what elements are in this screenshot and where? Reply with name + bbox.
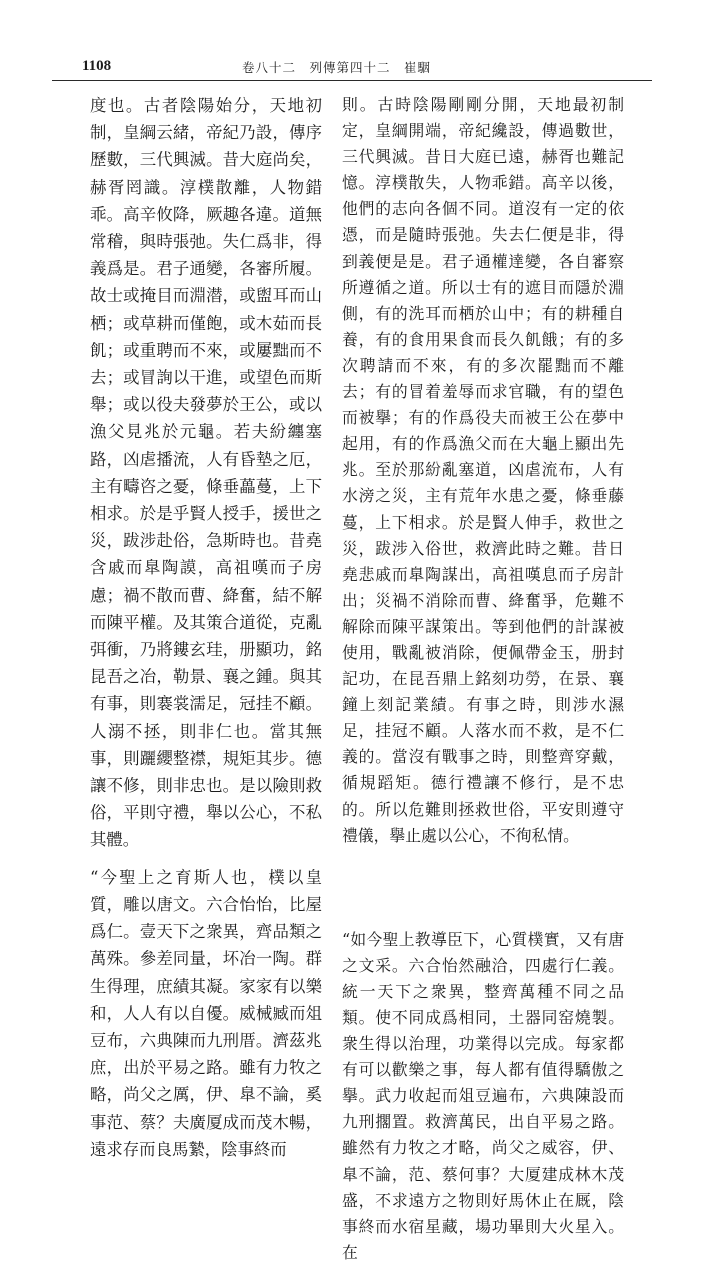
original-paragraph: “今聖上之育斯人也，樸以皇質，雕以唐文。六合怡怡，比屋爲仁。壹天下之衆異，齊品類之萬殊。參差同量，坏冶一陶。群生得理，庶績其凝。家家有以樂和，人人有以自優。威械臧而俎豆布，六典陳而九刑厝。濟茲兆庶，出於平易之路。雖有力牧之略，尚父之厲，伊、臯不論，奚事范、蔡？夫廣厦成而茂木暢，遠求存而良馬縶，陰事終而 (90, 867, 322, 1159)
translation-paragraph: “如今聖上教導臣下，心質樸實，又有唐之文采。六合怡然融洽，四處行仁義。統一天下之衆異，整齊萬種不同之品類。使不同成爲相同，土器同窑燒製。衆生得以治理，功業得以完成。每家都有可以歡樂之事，每人都有值得驕傲之擧。武力收起而俎豆遍布，六典陳設而九刑擱置。救濟萬民，出自平易之路。雖然有力牧之才略，尚父之威容，伊、臯不論，范、蔡何事？大厦建成林木茂盛，不求遠方之物則好馬休止在厩，陰事終而水宿星藏，場功畢則大火星入。在 (342, 929, 624, 1262)
header-rule (52, 80, 652, 81)
page-header (52, 52, 652, 78)
translation-paragraph: 則。古時陰陽剛剛分開，天地最初制定，皇綱開端，帝紀纔設，傳過數世，三代興滅。昔日大庭已遠，赫胥也難記憶。淳樸散失，人物乖錯。高辛以後，他們的志向各個不同。道沒有一定的依憑，而是隨時張弛。失去仁便是非，得到義便是是。君子通權達變，各自審察所遵循之道。所以士有的遮目而隱於淵側，有的洗耳而栖於山中；有的耕種自養，有的食用果食而長久飢餓；有的多次聘請而不來，有的多次罷黜而不離去；有的冒着羞辱而求官職，有的望色而被擧；有的作爲役夫而被王公在夢中起用，有的作爲漁父而在大龜上顯出先兆。至於那紛亂塞道，凶虐流布，人有水滂之災，主有荒年水患之憂，條垂藤蔓，上下相求。於是賢人伸手，救世之災，跋涉入俗世，救濟此時之難。昔日堯悲戚而臯陶謀出，高祖嘆息而子房計出；災禍不消除而曹、絳奮爭，危難不解除而陳平謀策出。等到他們的計謀被使用，戰亂被消除，便佩帶金玉，册封記功，在昆吾鼎上銘刻功勞，在景、襄鐘上刻記業績。有事之時，則涉水濕足，挂冠不顧。人落水而不救，是不仁義的。當沒有戰事之時，則整齊穿戴，循規蹈矩。德行禮讓不修行，是不忠的。所以危難則拯救世俗，平安則遵守禮儀，擧止處以公心，不徇私情。 (342, 95, 624, 845)
original-text-column (90, 92, 322, 1163)
original-paragraph: 度也。古者陰陽始分，天地初制，皇綱云緒，帝紀乃設，傳序歷數，三代興滅。昔大庭尚矣，赫胥罔識。淳樸散離，人物錯乖。高辛攸降，厥趣各違。道無常稽，與時張弛。失仁爲非，得義爲是。君子通變，各審所履。故士或掩目而淵潜，或盥耳而山栖；或草耕而僅飽，或木茹而長飢；或重聘而不來，或屢黜而不去；或冒詢以干進，或望色而斯舉；或以役夫發夢於王公，或以漁父見兆於元龜。若夫紛纏塞路，凶虐播流，人有昏墊之厄，主有疇咨之憂，條垂藟蔓，上下相求。於是乎賢人授手，援世之災，跋涉赴俗，急斯時也。昔堯含戚而臯陶謨，高祖嘆而子房慮；禍不散而曹、絳奮，結不解而陳平權。及其策合道從，克亂弭衝，乃將鏤玄珪，册顯功，銘昆吾之冶，勒景、襄之鍾。與其有事，則褰裳濡足，冠挂不顧。人溺不拯，則非仁也。當其無事，則躧纓整襟，規矩其步。德讓不修，則非忠也。是以險則救俗，平則守禮，舉以公心，不私其體。 (90, 96, 322, 850)
page-number: 1108 (82, 58, 112, 74)
running-head: 卷八十二 列傳第四十二 崔駰 (242, 60, 432, 75)
translation-text-column (342, 92, 624, 1266)
